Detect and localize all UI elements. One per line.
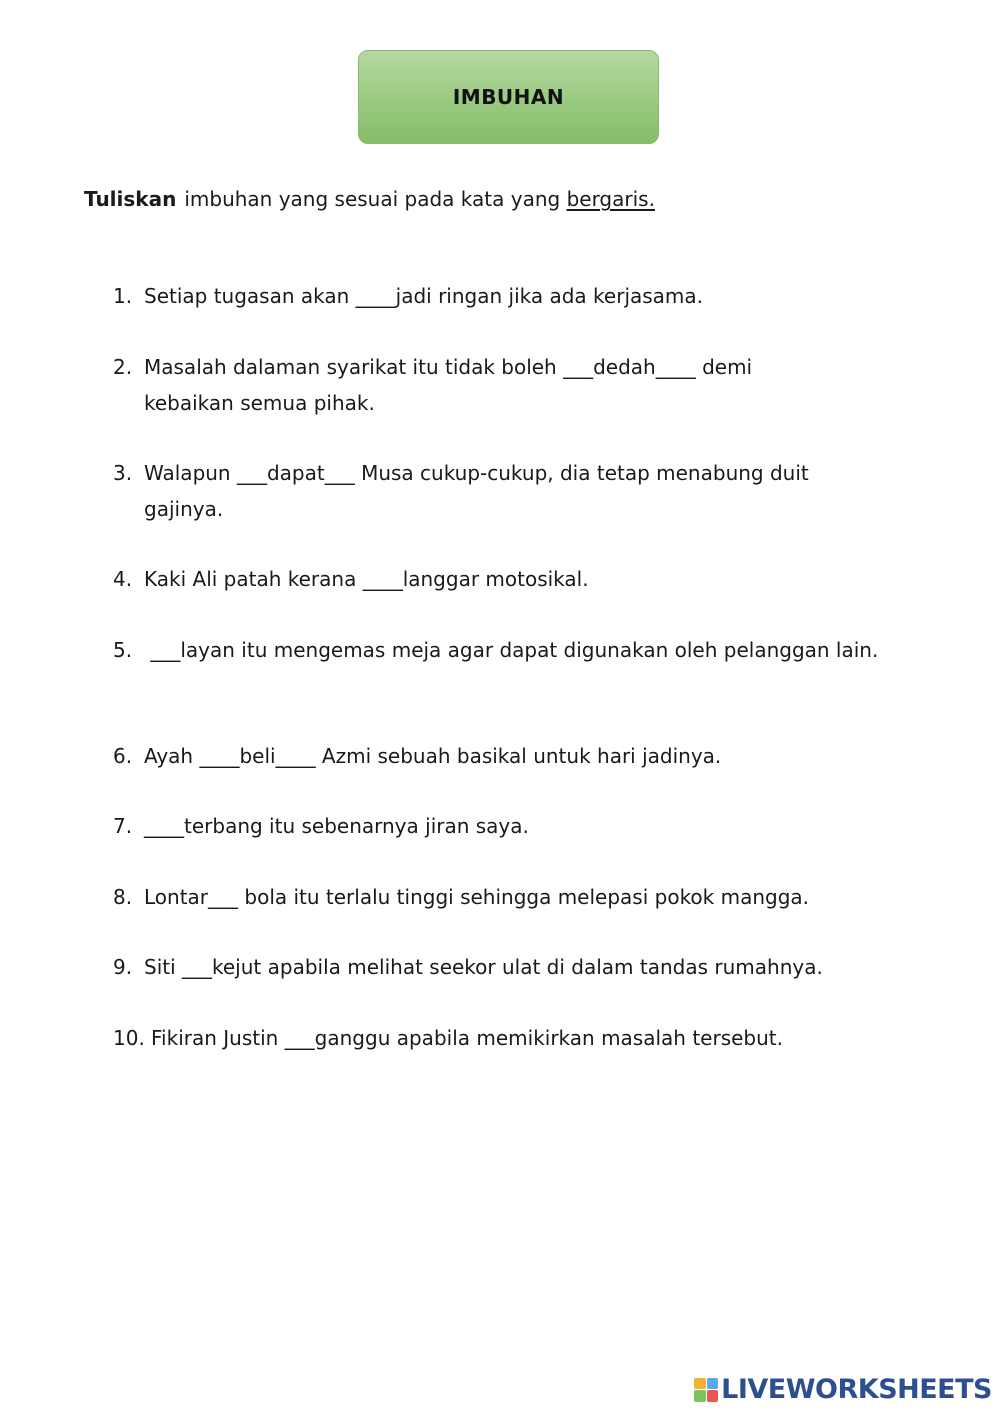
question-number: 3.: [113, 461, 133, 485]
question-text: Kaki Ali patah kerana ____langgar motosikal.: [144, 567, 589, 591]
liveworksheets-logo-icon: [694, 1378, 718, 1402]
question-item: [113, 738, 903, 774]
question-number: 7.: [113, 814, 133, 838]
liveworksheets-logo: [694, 1374, 992, 1405]
question-text: ____terbang itu sebenarnya jiran saya.: [144, 814, 529, 838]
question-number: 4.: [113, 567, 133, 591]
question-number: 8.: [113, 885, 133, 909]
instruction-underlined: bergaris.: [566, 187, 655, 211]
instruction: [84, 184, 655, 214]
question-number: 10.: [113, 1026, 145, 1050]
question-text: ___layan itu mengemas meja agar dapat digunakan oleh pelanggan lain.: [144, 638, 879, 662]
question-number: 1.: [113, 284, 133, 308]
question-text: Masalah dalaman syarikat itu tidak boleh ___dedah____ demi kebaikan semua pihak.: [144, 355, 759, 415]
instruction-text: imbuhan yang sesuai pada kata yang: [184, 187, 561, 211]
logo-text: LIVEWORKSHEETS: [721, 1374, 992, 1405]
title-box: [358, 50, 659, 144]
question-text: Fikiran Justin ___ganggu apabila memikirkan masalah tersebut.: [151, 1026, 783, 1050]
question-text: Walapun ___dapat___ Musa cukup-cukup, dia tetap menabung duit gajinya.: [144, 461, 816, 521]
question-text: Siti ___kejut apabila melihat seekor ulat di dalam tandas rumahnya.: [144, 955, 823, 979]
question-item: [113, 632, 883, 668]
question-text: Setiap tugasan akan ____jadi ringan jika ada kerjasama.: [144, 284, 704, 308]
question-item: [113, 1020, 903, 1056]
page-title: IMBUHAN: [452, 85, 565, 109]
question-number: 5.: [113, 638, 133, 662]
question-item: [113, 455, 893, 527]
question-item: [113, 278, 903, 314]
question-number: 9.: [113, 955, 133, 979]
question-number: 2.: [113, 355, 133, 379]
question-item: [113, 349, 843, 421]
question-text: Lontar___ bola itu terlalu tinggi sehingga melepasi pokok mangga.: [144, 885, 810, 909]
question-item: [113, 949, 903, 985]
question-item: [113, 561, 903, 597]
question-item: [113, 808, 903, 844]
question-item: [113, 879, 903, 915]
instruction-verb: Tuliskan: [84, 187, 177, 211]
question-text: Ayah ____beli____ Azmi sebuah basikal untuk hari jadinya.: [144, 744, 722, 768]
question-number: 6.: [113, 744, 133, 768]
